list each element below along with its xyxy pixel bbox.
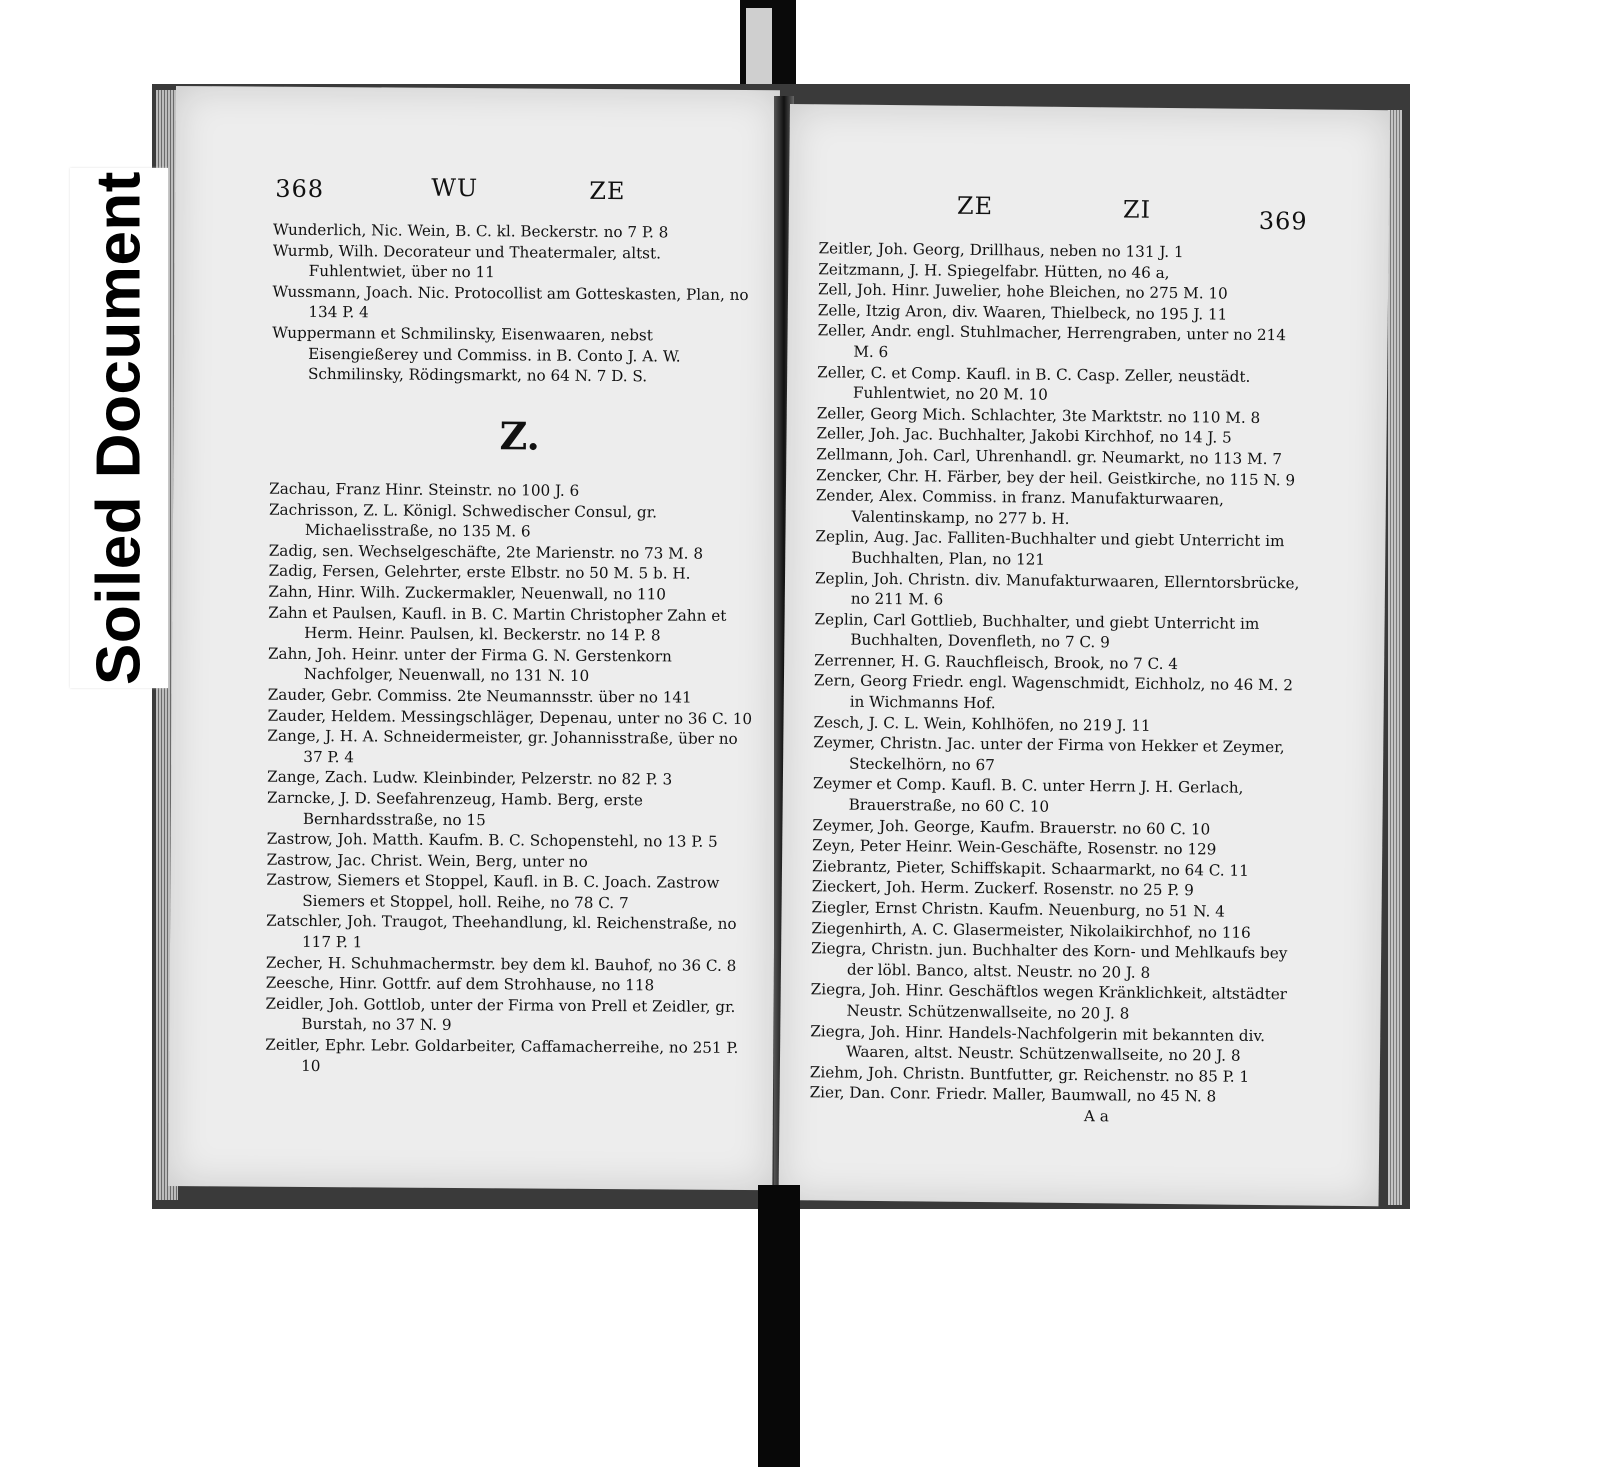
directory-entry: Zeller, C. et Comp. Kaufl. in B. C. Casp. Zeller, neustädt. Fuhlentwiet, no 20 M. 10 [817, 362, 1251, 404]
directory-entry: Ziehm, Joh. Christn. Buntfutter, gr. Reichenstr. no 85 P. 1 [809, 1063, 1250, 1086]
directory-entry: Zerrenner, H. G. Rauchfleisch, Brook, no 7 C. 4 [814, 651, 1179, 673]
entries-list-left [265, 479, 763, 1080]
directory-entry: Wussmann, Joach. Nic. Protocollist am Gotteskasten, Plan, no 134 P. 4 [272, 282, 749, 322]
directory-entry: Wunderlich, Nic. Wein, B. C. kl. Beckerstr. no 7 P. 8 [272, 220, 669, 242]
soiled-document-tag [70, 168, 168, 688]
directory-entry: Wuppermann et Schmilinsky, Eisenwaaren, nebst Eisengießerey und Commiss. in B. Conto J. A. W. Schmilinsky, Rödingsmarkt, no 64 N. 7 D. S. [272, 323, 681, 386]
directory-entry: Zahn, Joh. Heinr. unter der Firma G. N. Gerstenkorn Nachfolger, Neuenwall, no 131 N. 10 [267, 644, 672, 686]
directory-entry: Zell, Joh. Hinr. Juwelier, hohe Bleichen, no 275 M. 10 [817, 280, 1228, 303]
page-number-left: 368 [275, 174, 325, 204]
running-head-left-2: ZE [589, 176, 626, 206]
directory-entry: Zauder, Heldem. Messingschläger, Depenau, unter no 36 C. 10 [267, 706, 753, 728]
directory-entry: Zastrow, Joh. Matth. Kaufm. B. C. Schopenstehl, no 13 P. 5 [266, 829, 718, 851]
directory-entry: Zatschler, Joh. Traugot, Theehandlung, kl. Reichenstraße, no 117 P. 1 [266, 912, 737, 952]
section-letter: Z. [499, 413, 541, 459]
directory-entry: Zeitler, Ephr. Lebr. Goldarbeiter, Caffamacherreihe, no 251 P. 10 [265, 1035, 739, 1075]
directory-entry: Ziegra, Christn. jun. Buchhalter des Korn- und Mehlkaufs bey der löbl. Banco, altst. Neustr. no 20 J. 8 [811, 939, 1288, 982]
directory-entry: Zier, Dan. Conr. Friedr. Maller, Baumwall, no 45 N. 8 [809, 1083, 1217, 1106]
binding-strip-bottom [758, 1185, 800, 1467]
directory-entry: Zesch, J. C. L. Wein, Kohlhöfen, no 219 J. 11 [813, 712, 1151, 735]
entries-list-right [809, 238, 1308, 1129]
directory-entry: Zange, J. H. A. Schneidermeister, gr. Johannisstraße, über no 37 P. 4 [267, 726, 738, 766]
directory-entry: Ziegenhirth, A. C. Glasermeister, Nikolaikirchhof, no 116 [811, 918, 1251, 942]
left-page [168, 86, 780, 1190]
directory-entry: Zeesche, Hinr. Gottfr. auf dem Strohhause, no 118 [265, 973, 655, 995]
directory-entry: Wurmb, Wilh. Decorateur und Theatermaler, altst. Fuhlentwiet, über no 11 [272, 241, 662, 282]
directory-entry: Zellmann, Joh. Carl, Uhrenhandl. gr. Neumarkt, no 113 M. 7 [816, 445, 1283, 469]
running-head-left-1: WU [431, 173, 479, 203]
directory-entry: Zeplin, Carl Gottlieb, Buchhalter, und giebt Unterricht im Buchhalten, Dovenfleth, no 7 C. 9 [814, 609, 1260, 652]
directory-entry: Zeitzmann, J. H. Spiegelfabr. Hütten, no 46 a, [818, 259, 1170, 282]
directory-entry: Zange, Zach. Ludw. Kleinbinder, Pelzerstr. no 82 P. 3 [267, 767, 673, 789]
entries-list-before-z [272, 220, 763, 388]
directory-entry: Ziebrantz, Pieter, Schiffskapit. Schaarmarkt, no 64 C. 11 [811, 857, 1249, 880]
running-head-right-1: ZE [956, 191, 994, 221]
directory-entry: Zadig, Fersen, Gelehrter, erste Elbstr. no 50 M. 5 b. H. [268, 562, 691, 583]
directory-entry: Zeyn, Peter Heinr. Wein-Geschäfte, Rosenstr. no 129 [812, 836, 1217, 859]
signature-mark: A a [1083, 1107, 1109, 1126]
directory-entry: Zastrow, Siemers et Stoppel, Kaufl. in B. C. Joach. Zastrow Siemers et Stoppel, holl. Reihe, no 78 C. 7 [266, 870, 720, 913]
directory-entry: Zahn et Paulsen, Kaufl. in B. C. Martin Christopher Zahn et Herm. Heinr. Paulsen, kl. Beckerstr. no 14 P. 8 [268, 603, 727, 645]
directory-entry: Zelle, Itzig Aron, div. Waaren, Thielbeck, no 195 J. 11 [817, 301, 1228, 324]
directory-entry: Zeller, Joh. Jac. Buchhalter, Jakobi Kirchhof, no 14 J. 5 [816, 424, 1232, 447]
directory-entry: Zeller, Andr. engl. Stuhlmacher, Herrengraben, unter no 214 M. 6 [817, 321, 1287, 362]
directory-entry: Zeymer, Joh. George, Kaufm. Brauerstr. no 60 C. 10 [812, 815, 1211, 839]
directory-entry: Zeplin, Aug. Jac. Falliten-Buchhalter und giebt Unterricht im Buchhalten, Plan, no 121 [815, 527, 1285, 569]
directory-entry: Zeymer et Comp. Kaufl. B. C. unter Herrn J. H. Gerlach, Brauerstraße, no 60 C. 10 [812, 774, 1244, 816]
directory-entry: Zecher, H. Schuhmachermstr. bey dem kl. Bauhof, no 36 C. 8 [265, 953, 737, 975]
directory-entry: Zastrow, Jac. Christ. Wein, Berg, unter no [266, 850, 588, 871]
directory-entry: Zender, Alex. Commiss. in franz. Manufakturwaaren, Valentinskamp, no 277 b. H. [815, 486, 1224, 528]
tag-label: Soiled Document [84, 171, 154, 685]
directory-entry: Zachau, Franz Hinr. Steinstr. no 100 J. 6 [269, 479, 580, 500]
directory-entry: Zachrisson, Z. L. Königl. Schwedischer Consul, gr. Michaelisstraße, no 135 M. 6 [268, 500, 658, 541]
directory-entry: Zeitler, Joh. Georg, Drillhaus, neben no 131 J. 1 [818, 239, 1184, 262]
page-edges-right [1388, 110, 1402, 1205]
directory-entry: Ziegler, Ernst Christn. Kaufm. Neuenburg, no 51 N. 4 [811, 898, 1225, 921]
directory-entry: Zieckert, Joh. Herm. Zuckerf. Rosenstr. no 25 P. 9 [811, 877, 1194, 900]
running-head-right-2: ZI [1122, 195, 1152, 224]
directory-entry: Zern, Georg Friedr. engl. Wagenschmidt, Eichholz, no 46 M. 2 in Wichmanns Hof. [813, 671, 1294, 713]
directory-entry: Zeymer, Christn. Jac. unter der Firma von Hekker et Zeymer, Steckelhörn, no 67 [813, 733, 1285, 775]
directory-entry: Ziegra, Joh. Hinr. Geschäftlos wegen Kränklichkeit, altstädter Neustr. Schützenwallseite, no 20 J. 8 [810, 980, 1288, 1023]
directory-entry: Zeller, Georg Mich. Schlachter, 3te Marktstr. no 110 M. 8 [816, 404, 1261, 427]
right-page [779, 104, 1390, 1206]
directory-entry: Zadig, sen. Wechselgeschäfte, 2te Marienstr. no 73 M. 8 [268, 541, 704, 563]
directory-entry: Zarncke, J. D. Seefahrenzeug, Hamb. Berg, erste Bernhardsstraße, no 15 [266, 788, 643, 829]
directory-entry: Zauder, Gebr. Commiss. 2te Neumannsstr. über no 141 [267, 685, 692, 707]
page-number-right: 369 [1258, 206, 1308, 236]
directory-entry: Ziegra, Joh. Hinr. Handels-Nachfolgerin mit bekannten div. Waaren, altst. Neustr. Schützenwallseite, no 20 J. 8 [810, 1021, 1266, 1065]
directory-entry: Zahn, Hinr. Wilh. Zuckermakler, Neuenwall, no 110 [268, 582, 667, 604]
directory-entry: Zencker, Chr. H. Färber, bey der heil. Geistkirche, no 115 N. 9 [816, 465, 1296, 489]
directory-entry: Zeidler, Joh. Gottlob, unter der Firma von Prell et Zeidler, gr. Burstah, no 37 N. 9 [265, 994, 736, 1035]
directory-entry: Zeplin, Joh. Christn. div. Manufakturwaaren, Ellerntorsbrücke, no 211 M. 6 [814, 568, 1300, 609]
